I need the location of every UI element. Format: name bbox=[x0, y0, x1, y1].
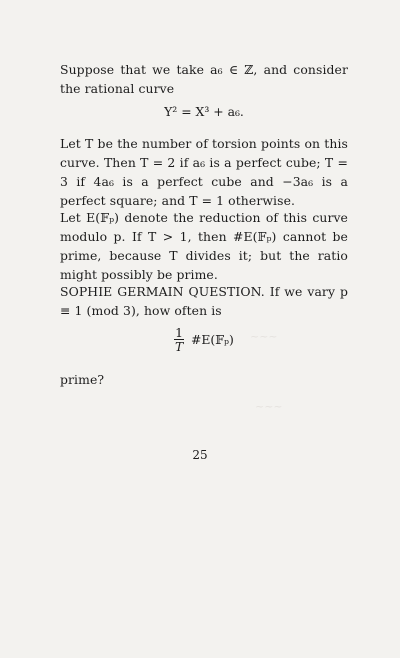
page-number: 25 bbox=[192, 448, 208, 462]
paragraph-question: SOPHIE GERMAIN QUESTION. If we vary p ≡ 1 (mod 3), how often is bbox=[60, 284, 348, 318]
curve-equation: Y² = X³ + a₆. bbox=[164, 104, 244, 119]
fraction-numerator: 1 bbox=[175, 325, 184, 340]
bleed-through-mark: ~~~ bbox=[250, 330, 278, 343]
paragraph-setup: Suppose that we take a₆ ∈ ℤ, and consider the rational curve bbox=[60, 62, 348, 96]
fraction-equation bbox=[60, 326, 348, 353]
fraction-expression: #E(𝔽ₚ) bbox=[190, 332, 234, 347]
fraction bbox=[174, 326, 184, 353]
paragraph-closing: prime? bbox=[60, 372, 105, 387]
paragraph-reduction: Let E(𝔽ₚ) denote the reduction of this curve modulo p. If T > 1, then #E(𝔽ₚ) cannot be prime, because T divides it; but the ratio might possibly be prime. bbox=[60, 210, 348, 282]
fraction-denominator: T bbox=[174, 339, 184, 354]
bleed-through-mark: ~~~ bbox=[255, 400, 283, 413]
paragraph-torsion: Let T be the number of torsion points on this curve. Then T = 2 if a₆ is a perfect cube; T = 3 if 4a₆ is a perfect cube and −3a₆ is a perfect square; and T = 1 otherwise. bbox=[60, 136, 348, 208]
